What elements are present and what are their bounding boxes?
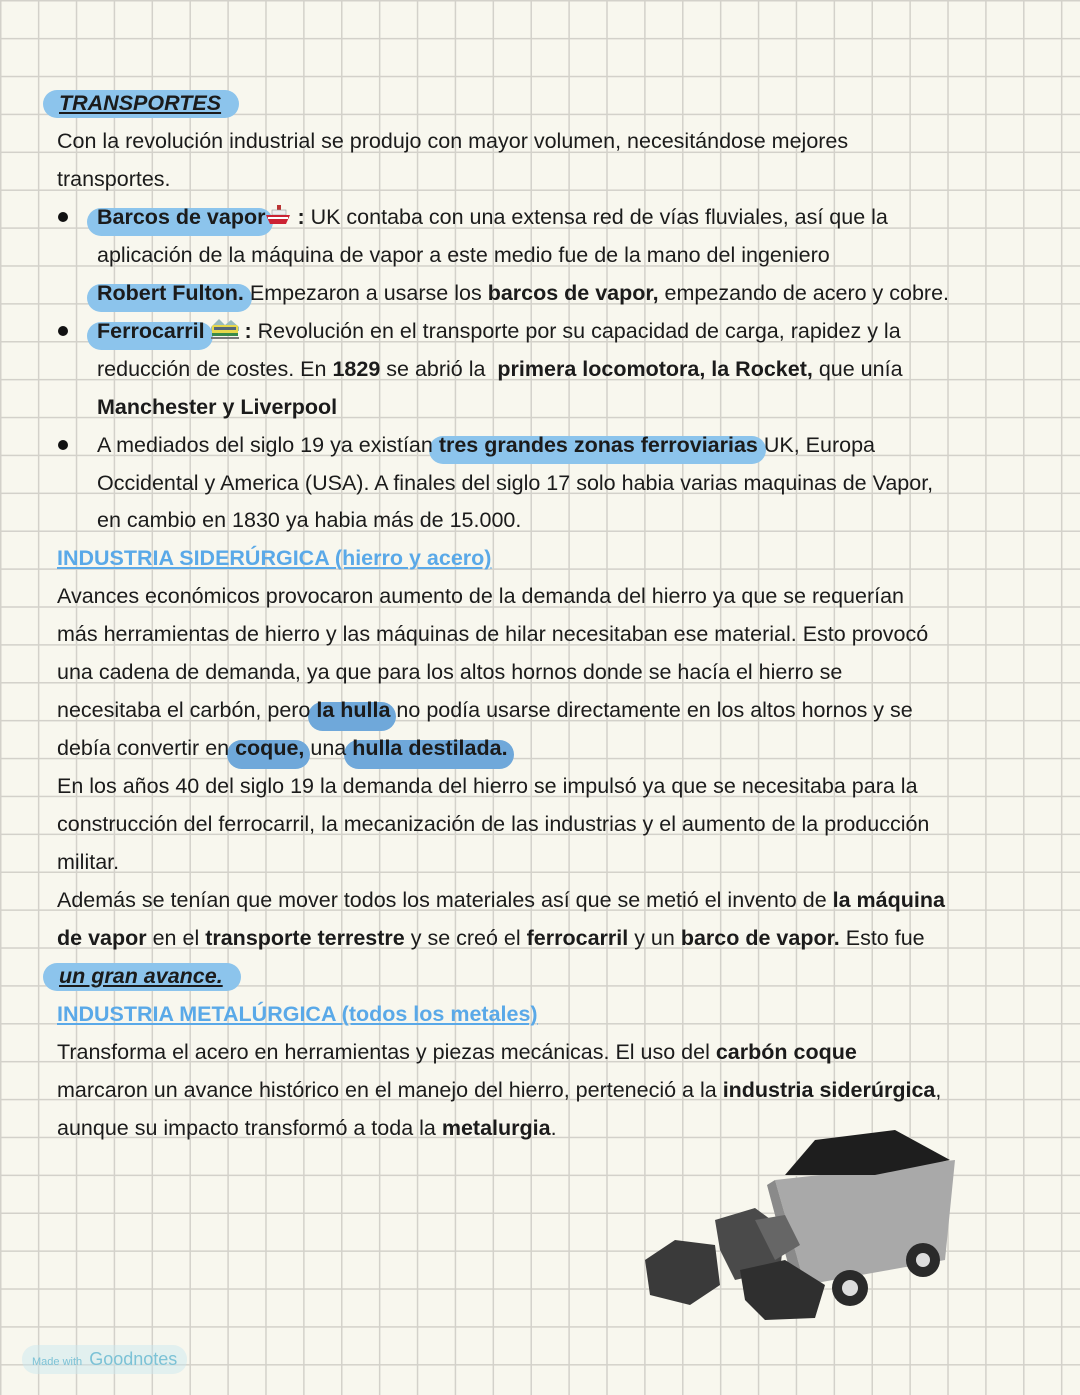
text-segment: Esto fue bbox=[839, 925, 925, 950]
text-segment: Además se tenían que mover todos los materiales así que se metió el invento de bbox=[57, 887, 833, 912]
section-heading-link[interactable]: INDUSTRIA SIDERÚRGICA (hierro y acero) bbox=[57, 546, 492, 571]
text-segment: en el bbox=[146, 925, 206, 950]
bullet-icon bbox=[58, 440, 68, 450]
text-line bbox=[57, 581, 904, 611]
highlighted-term: la hulla bbox=[316, 698, 391, 723]
text-line bbox=[97, 202, 888, 232]
text-segment: una bbox=[304, 736, 353, 761]
text-segment: necesitaba el carbón, pero bbox=[57, 698, 317, 723]
ship-icon bbox=[265, 203, 291, 235]
text-line bbox=[57, 1075, 941, 1105]
bold-text: : bbox=[291, 204, 311, 229]
text-segment: UK, Europa bbox=[757, 432, 876, 457]
text-line bbox=[97, 468, 933, 498]
text-segment: Transforma el acero en herramientas y piezas mecánicas. El uso del bbox=[57, 1039, 716, 1064]
bold-text: barcos de vapor, bbox=[487, 280, 659, 305]
text-segment: empezando de acero y cobre. bbox=[658, 280, 950, 305]
text-segment: militar. bbox=[57, 850, 120, 874]
highlighted-term: coque, bbox=[235, 736, 305, 761]
made-with-label: Made with bbox=[32, 1356, 83, 1368]
text-segment: . bbox=[550, 1115, 557, 1140]
highlighted-term: Ferrocarril bbox=[97, 318, 205, 343]
bold-text: primera locomotora, la Rocket, bbox=[497, 356, 813, 381]
text-line bbox=[57, 619, 928, 649]
text-line bbox=[57, 733, 508, 763]
text-segment: A mediados del siglo 19 ya existían bbox=[97, 432, 439, 457]
text-line bbox=[57, 847, 119, 877]
text-line bbox=[97, 392, 337, 422]
text-line bbox=[57, 657, 842, 687]
coal-cart-illustration bbox=[635, 1120, 965, 1325]
text-segment: y un bbox=[628, 925, 681, 950]
highlighted-term: tres grandes zonas ferroviarias bbox=[438, 432, 758, 457]
text-line bbox=[97, 240, 830, 270]
text-segment: Empezaron a usarse los bbox=[243, 280, 488, 305]
text-segment: En los años 40 del siglo 19 la demanda del hierro se impulsó ya que se necesitaba para la bbox=[57, 774, 918, 799]
highlighted-heading: TRANSPORTES bbox=[59, 91, 222, 115]
goodnotes-brand: Goodnotes bbox=[89, 1349, 178, 1369]
text-line bbox=[57, 771, 918, 801]
text-segment: debía convertir en bbox=[57, 736, 236, 761]
highlighted-term: Barcos de vapor bbox=[97, 204, 266, 229]
text-segment: reducción de costes. En bbox=[97, 356, 333, 381]
text-segment: más herramientas de hierro y las máquinas de hilar necesitaban ese material. Esto provocó bbox=[57, 622, 929, 647]
text-segment: se abrió la bbox=[380, 356, 498, 381]
text-segment: transportes. bbox=[57, 166, 171, 191]
text-segment: una cadena de demanda, ya que para los altos hornos donde se hacía el hierro se bbox=[57, 660, 843, 685]
text-line bbox=[59, 88, 221, 118]
text-line bbox=[97, 430, 875, 460]
highlighted-heading: un gran avance. bbox=[59, 963, 223, 988]
text-segment: Con la revolución industrial se produjo con mayor volumen, necesitándose mejores bbox=[57, 128, 849, 153]
section-heading-link[interactable]: INDUSTRIA METALÚRGICA (todos los metales) bbox=[57, 1001, 538, 1026]
highlighted-term: Robert Fulton. bbox=[97, 280, 244, 305]
text-line bbox=[57, 1037, 857, 1067]
train-icon bbox=[211, 317, 239, 349]
text-line bbox=[97, 278, 949, 308]
text-line bbox=[57, 809, 929, 839]
text-line bbox=[57, 1113, 557, 1143]
text-line bbox=[59, 961, 223, 991]
text-line bbox=[97, 354, 903, 384]
text-line bbox=[57, 999, 538, 1029]
bold-text: la máquina bbox=[832, 887, 945, 912]
bold-text: de vapor bbox=[57, 925, 147, 950]
bullet-icon bbox=[58, 326, 68, 336]
text-segment: construcción del ferrocarril, la mecanización de las industrias y el aumento de la producción bbox=[57, 812, 930, 837]
text-line bbox=[57, 695, 913, 725]
bold-text: carbón coque bbox=[715, 1039, 857, 1064]
bold-text: barco de vapor. bbox=[680, 925, 840, 950]
text-segment: Occidental y America (USA). A finales del siglo 17 solo habia varias maquinas de Vapor, bbox=[97, 470, 934, 495]
text-segment: aunque su impacto transformó a toda la bbox=[57, 1115, 442, 1140]
text-segment: UK contaba con una extensa red de vías fluviales, así que la bbox=[310, 204, 888, 229]
text-line bbox=[57, 543, 491, 573]
text-segment: en cambio en 1830 ya habia más de 15.000. bbox=[97, 508, 522, 533]
text-line bbox=[57, 923, 925, 953]
bold-text: : bbox=[238, 318, 258, 343]
bold-text: ferrocarril bbox=[526, 925, 629, 950]
text-segment: marcaron un avance histórico en el manejo del hierro, perteneció a la bbox=[57, 1077, 723, 1102]
text-line bbox=[97, 316, 901, 346]
text-segment: Avances económicos provocaron aumento de la demanda del hierro ya que se requerían bbox=[57, 584, 904, 609]
text-segment: aplicación de la máquina de vapor a este medio fue de la mano del ingeniero bbox=[97, 242, 830, 267]
text-line bbox=[57, 885, 945, 915]
bullet-icon bbox=[58, 212, 68, 222]
text-line bbox=[57, 164, 171, 194]
bold-text: transporte terrestre bbox=[205, 925, 405, 950]
bold-text: 1829 bbox=[332, 356, 381, 381]
highlighted-term: hulla destilada. bbox=[352, 736, 508, 761]
text-segment: , bbox=[935, 1077, 942, 1102]
text-segment: Revolución en el transporte por su capacidad de carga, rapidez y la bbox=[257, 318, 901, 343]
text-segment: y se creó el bbox=[404, 925, 527, 950]
text-line bbox=[97, 505, 521, 535]
bold-text: industria siderúrgica bbox=[722, 1077, 936, 1102]
text-segment: que unía bbox=[812, 356, 903, 381]
bold-text: Manchester y Liverpool bbox=[97, 394, 338, 419]
text-line bbox=[57, 126, 848, 156]
text-segment: no podía usarse directamente en los altos hornos y se bbox=[390, 698, 913, 723]
bold-text: metalurgia bbox=[441, 1115, 551, 1140]
